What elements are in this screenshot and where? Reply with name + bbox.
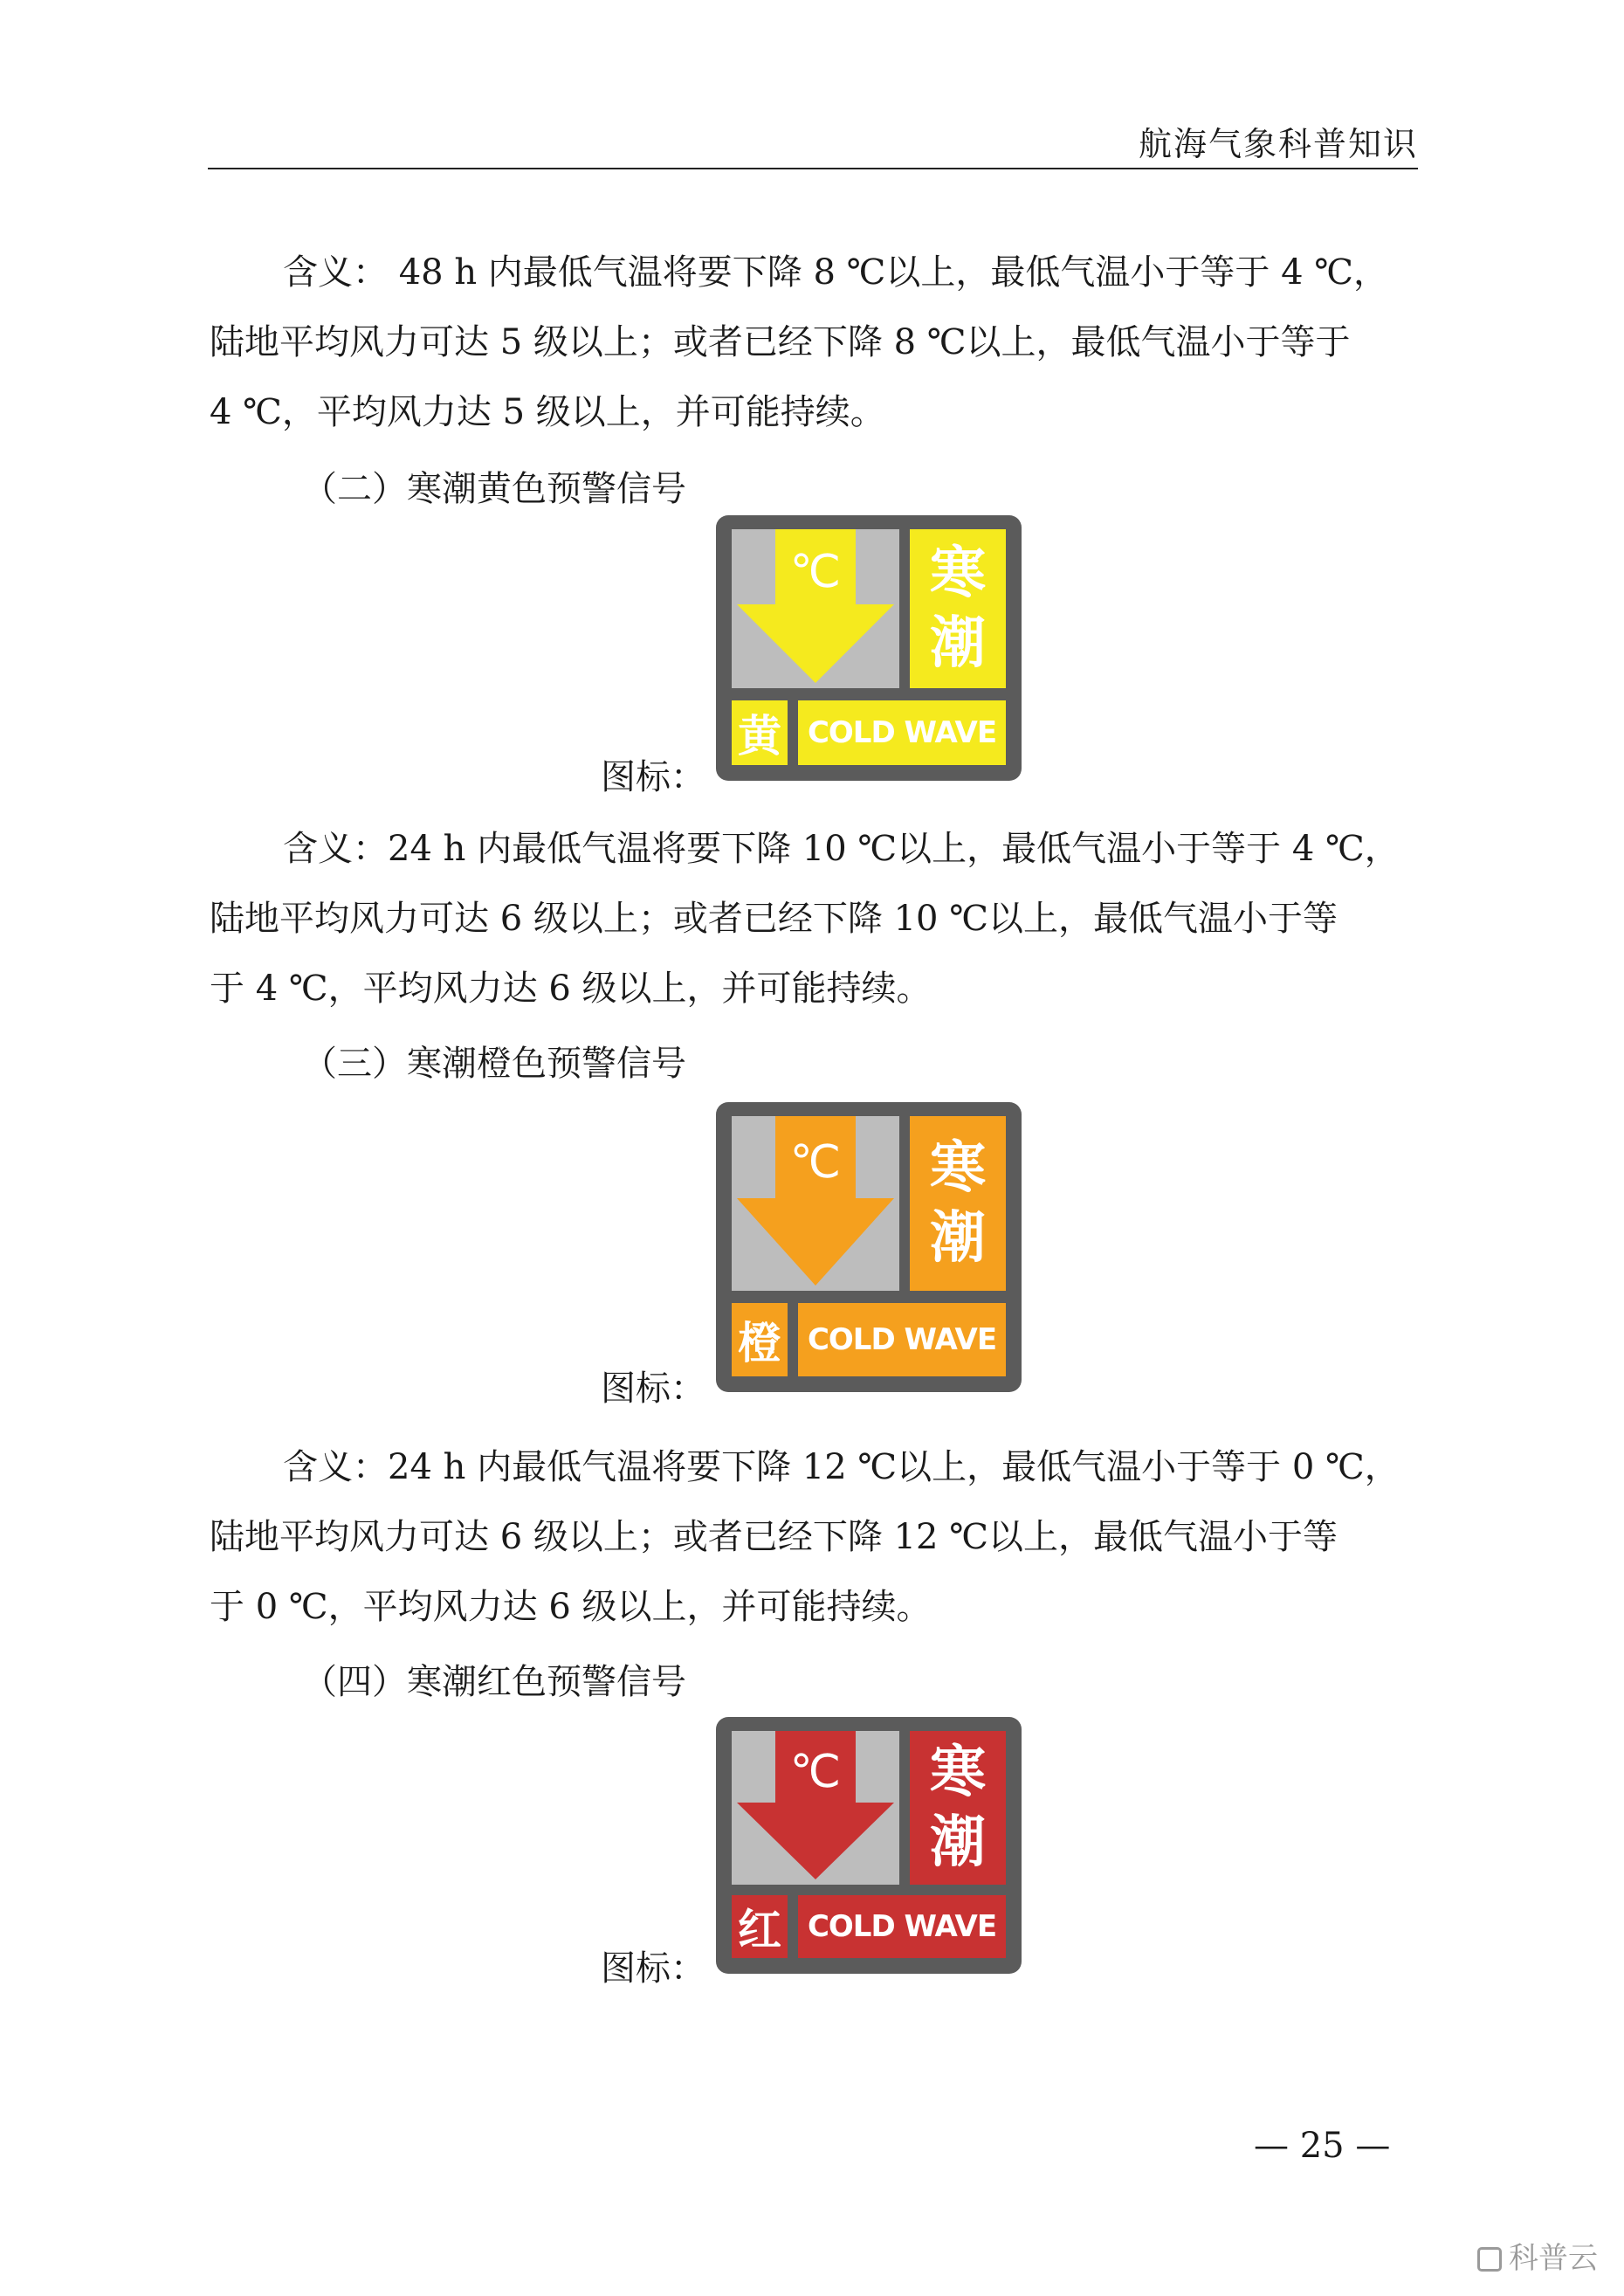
watermark-logo-icon	[1477, 2247, 1502, 2272]
heading-red-signal: （四）寒潮红色预警信号	[302, 1662, 686, 1702]
heading-yellow-signal: （二）寒潮黄色预警信号	[302, 469, 686, 509]
meaning-paragraph-orange	[210, 1432, 1418, 1642]
heading-orange-signal: （三）寒潮橙色预警信号	[302, 1044, 686, 1084]
color-level-char: 黄	[732, 700, 788, 765]
icon-label: 图标：	[601, 757, 705, 797]
watermark-text: 科普云	[1509, 2241, 1598, 2276]
meaning-line: 陆地平均风力可达 5 级以上；或者已经下降 8 ℃以上，最低气温小于等于	[210, 322, 1351, 362]
main-chars-panel	[910, 1116, 1006, 1291]
temperature-down-arrow-icon	[732, 1116, 899, 1291]
meaning-line: 于 4 ℃，平均风力达 6 级以上，并可能持续。	[210, 969, 932, 1009]
icon-label: 图标：	[601, 1948, 705, 1989]
page-number: — 25 —	[1254, 2126, 1391, 2166]
main-chars-panel	[910, 1731, 1006, 1885]
svg-text:℃: ℃	[789, 546, 842, 598]
meaning-line: 含义： 48 h 内最低气温将要下降 8 ℃以上，最低气温小于等于 4 ℃，	[283, 252, 1389, 293]
meaning-paragraph-yellow	[210, 814, 1418, 1024]
meaning-line: 4 ℃，平均风力达 5 级以上，并可能持续。	[210, 392, 885, 432]
english-label: COLD WAVE	[798, 1895, 1006, 1958]
color-level-char: 橙	[732, 1303, 788, 1376]
english-label: COLD WAVE	[798, 700, 1006, 765]
main-char: 寒	[930, 1136, 986, 1201]
temperature-down-arrow-icon	[732, 529, 899, 688]
red-cold-wave-sign	[716, 1717, 1022, 1974]
temperature-down-arrow-icon	[732, 1731, 899, 1885]
english-label: COLD WAVE	[798, 1303, 1006, 1376]
main-chars-panel	[910, 529, 1006, 688]
page-header	[208, 112, 1418, 169]
meaning-line: 含义：24 h 内最低气温将要下降 10 ℃以上，最低气温小于等于 4 ℃，	[283, 829, 1400, 869]
main-char: 潮	[930, 1206, 986, 1271]
main-char: 潮	[930, 611, 986, 676]
main-char: 寒	[930, 1741, 986, 1805]
orange-cold-wave-sign	[716, 1102, 1022, 1392]
header-title: 航海气象科普知识	[1138, 125, 1418, 163]
meaning-line: 陆地平均风力可达 6 级以上；或者已经下降 12 ℃以上，最低气温小于等	[210, 1517, 1338, 1557]
main-char: 寒	[930, 541, 986, 606]
yellow-cold-wave-sign	[716, 515, 1022, 781]
color-level-char: 红	[732, 1895, 788, 1958]
meaning-line: 含义：24 h 内最低气温将要下降 12 ℃以上，最低气温小于等于 0 ℃，	[283, 1447, 1400, 1487]
svg-text:℃: ℃	[789, 1136, 842, 1189]
icon-label: 图标：	[601, 1369, 705, 1409]
meaning-line: 陆地平均风力可达 6 级以上；或者已经下降 10 ℃以上，最低气温小于等	[210, 899, 1338, 939]
main-char: 潮	[930, 1810, 986, 1875]
meaning-paragraph-blue	[210, 238, 1418, 447]
svg-text:℃: ℃	[789, 1746, 842, 1798]
watermark	[1477, 2234, 1598, 2277]
meaning-line: 于 0 ℃，平均风力达 6 级以上，并可能持续。	[210, 1587, 932, 1627]
